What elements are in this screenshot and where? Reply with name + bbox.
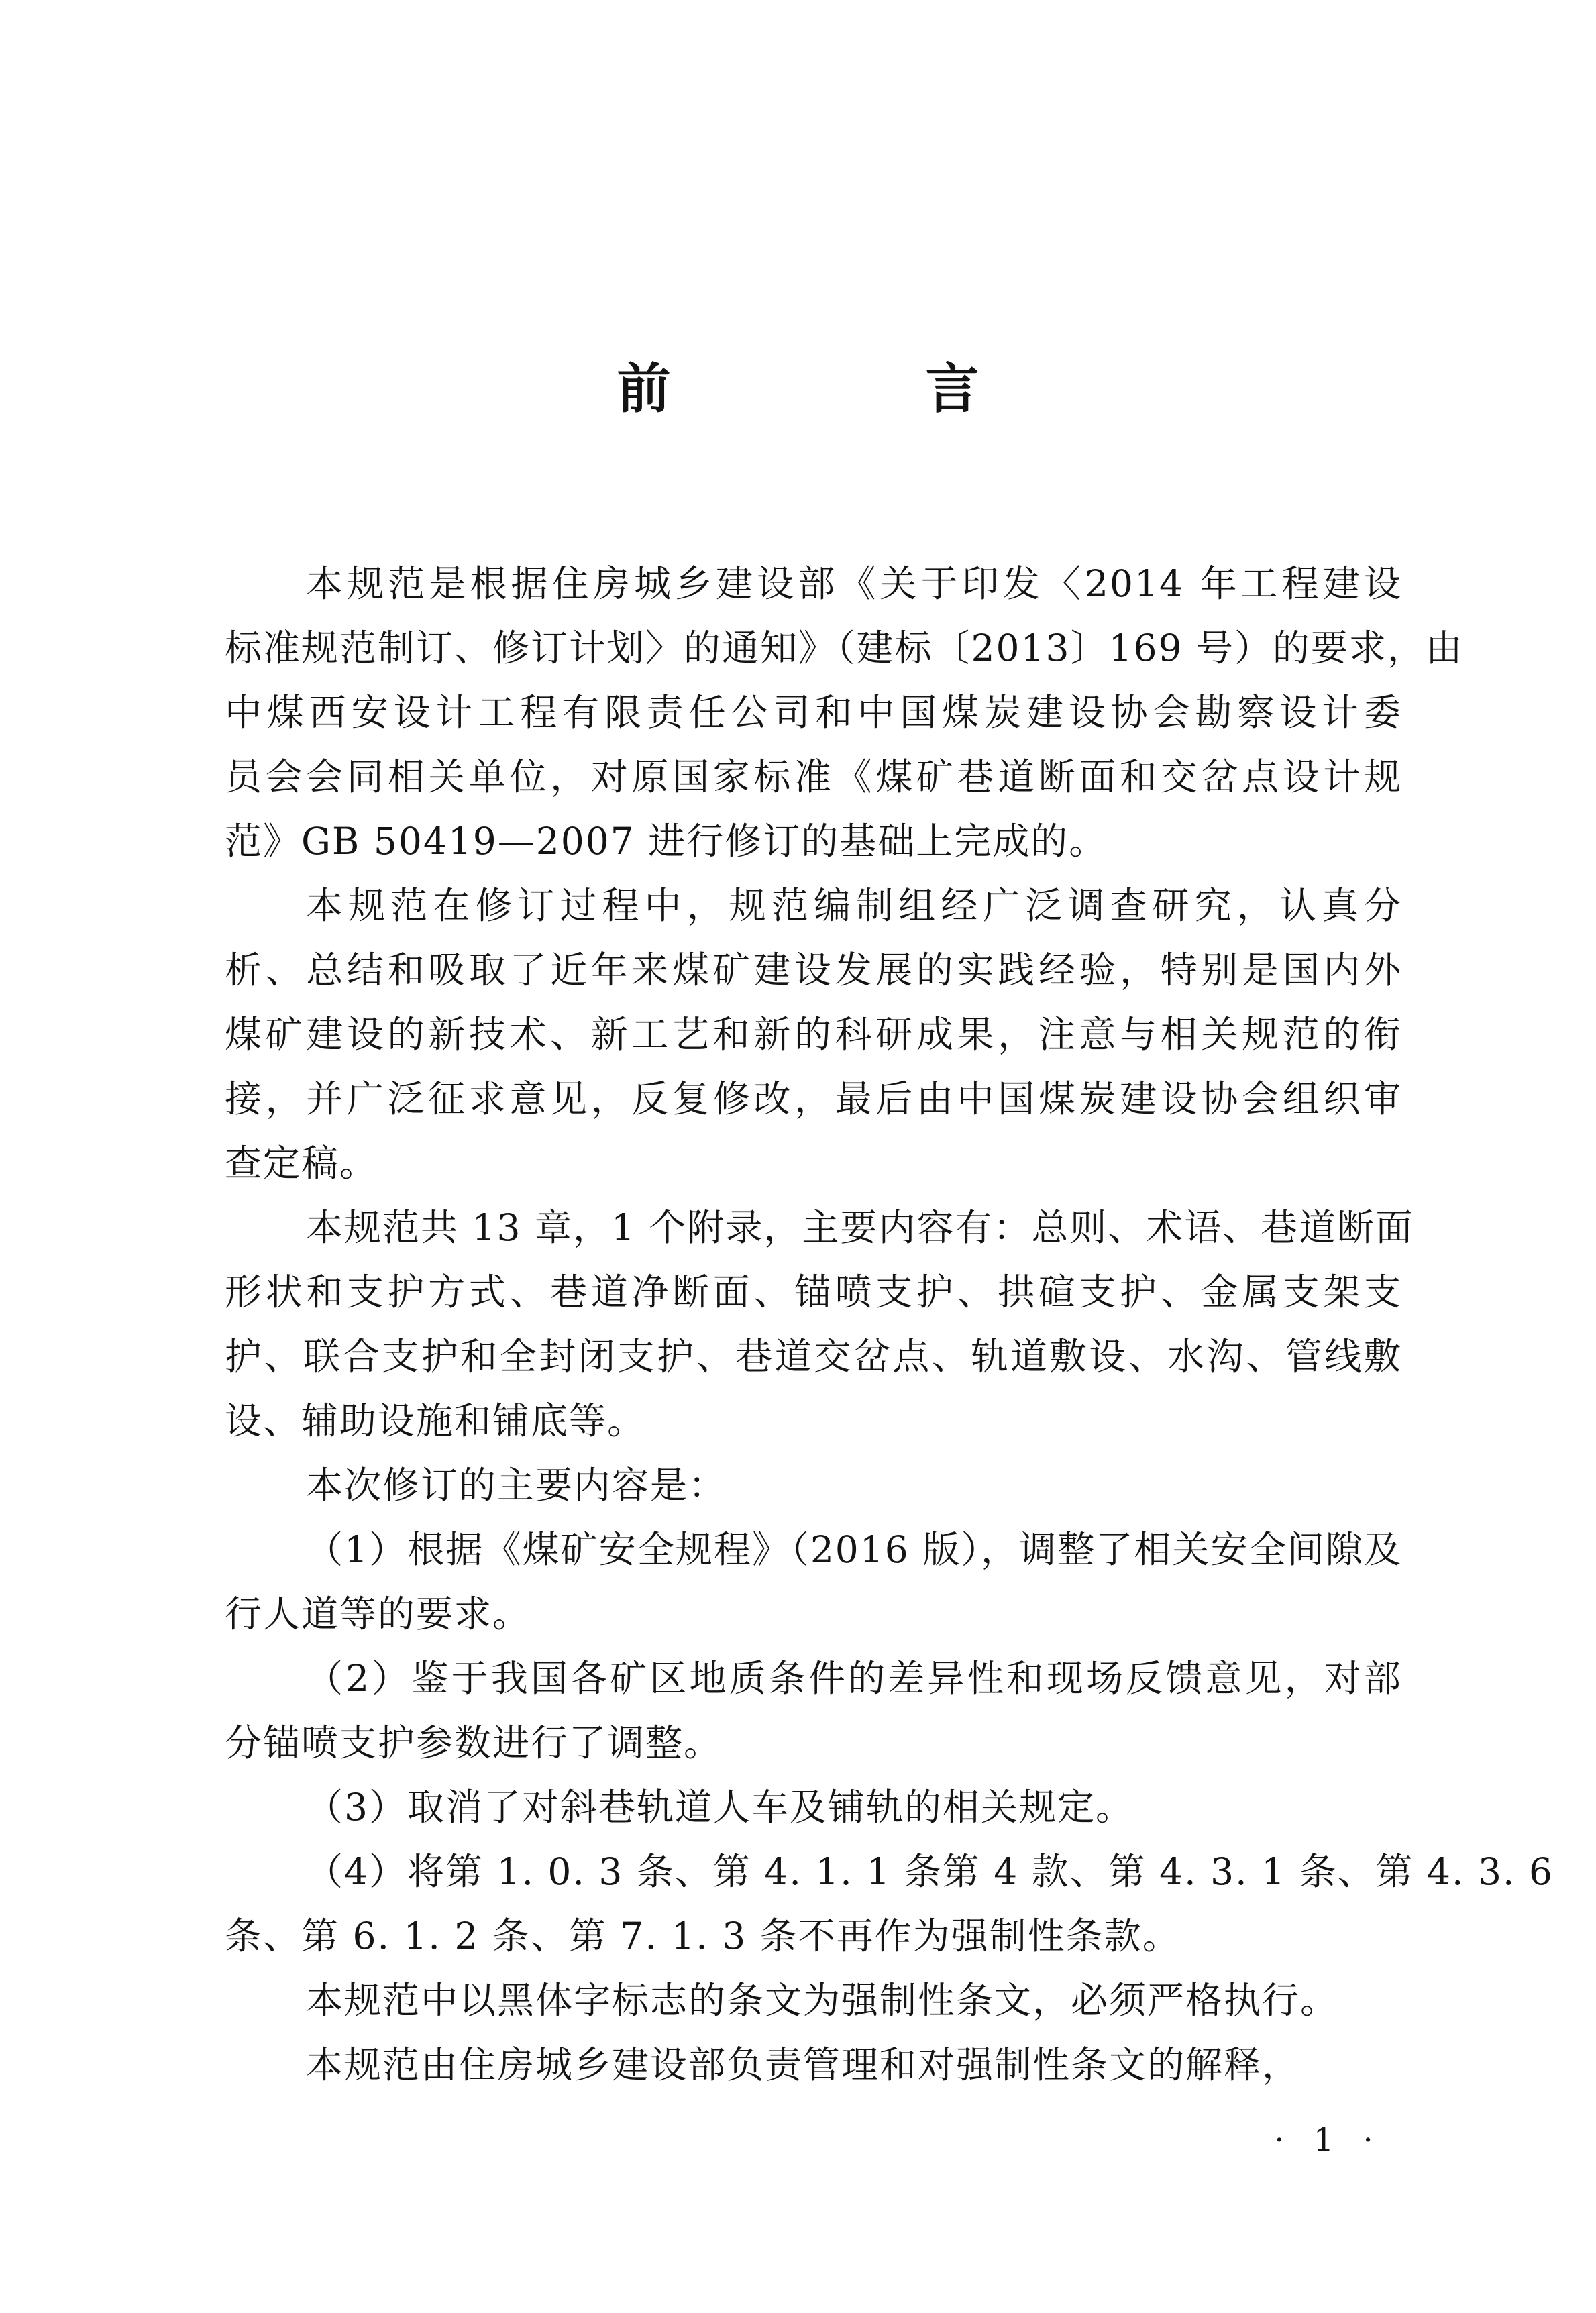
text-line: 员会会同相关单位，对原国家标准《煤矿巷道断面和交岔点设计规 — [225, 755, 1402, 798]
text-line: 本规范中以黑体字标志的条文为强制性条文，必须严格执行。 — [306, 1979, 1339, 2022]
paragraph-7 — [225, 1775, 1402, 1839]
text-line: 行人道等的要求。 — [225, 1593, 531, 1635]
page-number: · 1 · — [1274, 2121, 1383, 2159]
text-line: 本规范在修订过程中，规范编制组经广泛调查研究，认真分 — [306, 884, 1402, 927]
text-line: 接，并广泛征求意见，反复修改，最后由中国煤炭建设协会组织审 — [225, 1077, 1402, 1120]
paragraph-9 — [225, 1968, 1402, 2033]
text-line: 设、辅助设施和铺底等。 — [225, 1399, 646, 1442]
page-title: 前 言 — [617, 358, 1080, 420]
text-line: （1）根据《煤矿安全规程》（2016 版），调整了相关安全间隙及 — [306, 1528, 1402, 1571]
text-line: （4）将第 1. 0. 3 条、第 4. 1. 1 条第 4 款、第 4. 3. 1 条、第 4. 3. 6 — [306, 1850, 1554, 1893]
paragraph-10 — [225, 2033, 1402, 2097]
text-line: （2）鉴于我国各矿区地质条件的差异性和现场反馈意见，对部 — [306, 1657, 1402, 1700]
paragraph-1 — [225, 551, 1464, 873]
text-line: 分锚喷支护参数进行了调整。 — [225, 1721, 723, 1764]
text-line: 本规范是根据住房城乡建设部《关于印发〈2014 年工程建设 — [306, 562, 1402, 605]
paragraph-5 — [225, 1517, 1402, 1646]
text-line: 查定稿。 — [225, 1142, 378, 1185]
text-line: （3）取消了对斜巷轨道人车及铺轨的相关规定。 — [306, 1786, 1134, 1829]
paragraph-2 — [225, 873, 1402, 1195]
paragraph-3 — [225, 1195, 1414, 1453]
text-line: 本次修订的主要内容是： — [306, 1464, 727, 1507]
text-line: 护、联合支护和全封闭支护、巷道交岔点、轨道敷设、水沟、管线敷 — [225, 1335, 1402, 1378]
paragraph-4 — [225, 1453, 1402, 1517]
text-line: 本规范由住房城乡建设部负责管理和对强制性条文的解释， — [306, 2043, 1301, 2086]
text-line: 中煤西安设计工程有限责任公司和中国煤炭建设协会勘察设计委 — [225, 691, 1402, 734]
text-line: 析、总结和吸取了近年来煤矿建设发展的实践经验，特别是国内外 — [225, 949, 1402, 991]
text-line: 标准规范制订、修订计划〉的通知》（建标〔2013〕169 号）的要求，由 — [225, 627, 1464, 669]
text-line: 煤矿建设的新技术、新工艺和新的科研成果，注意与相关规范的衔 — [225, 1013, 1402, 1056]
text-line: 本规范共 13 章，1 个附录，主要内容有：总则、术语、巷道断面 — [306, 1206, 1414, 1249]
paragraph-6 — [225, 1646, 1402, 1775]
text-line: 范》GB 50419—2007 进行修订的基础上完成的。 — [225, 820, 1108, 863]
paragraph-8 — [225, 1839, 1554, 1968]
text-line: 条、第 6. 1. 2 条、第 7. 1. 3 条不再作为强制性条款。 — [225, 1915, 1181, 1957]
body-text — [225, 551, 1554, 2097]
text-line: 形状和支护方式、巷道净断面、锚喷支护、拱碹支护、金属支架支 — [225, 1271, 1402, 1313]
